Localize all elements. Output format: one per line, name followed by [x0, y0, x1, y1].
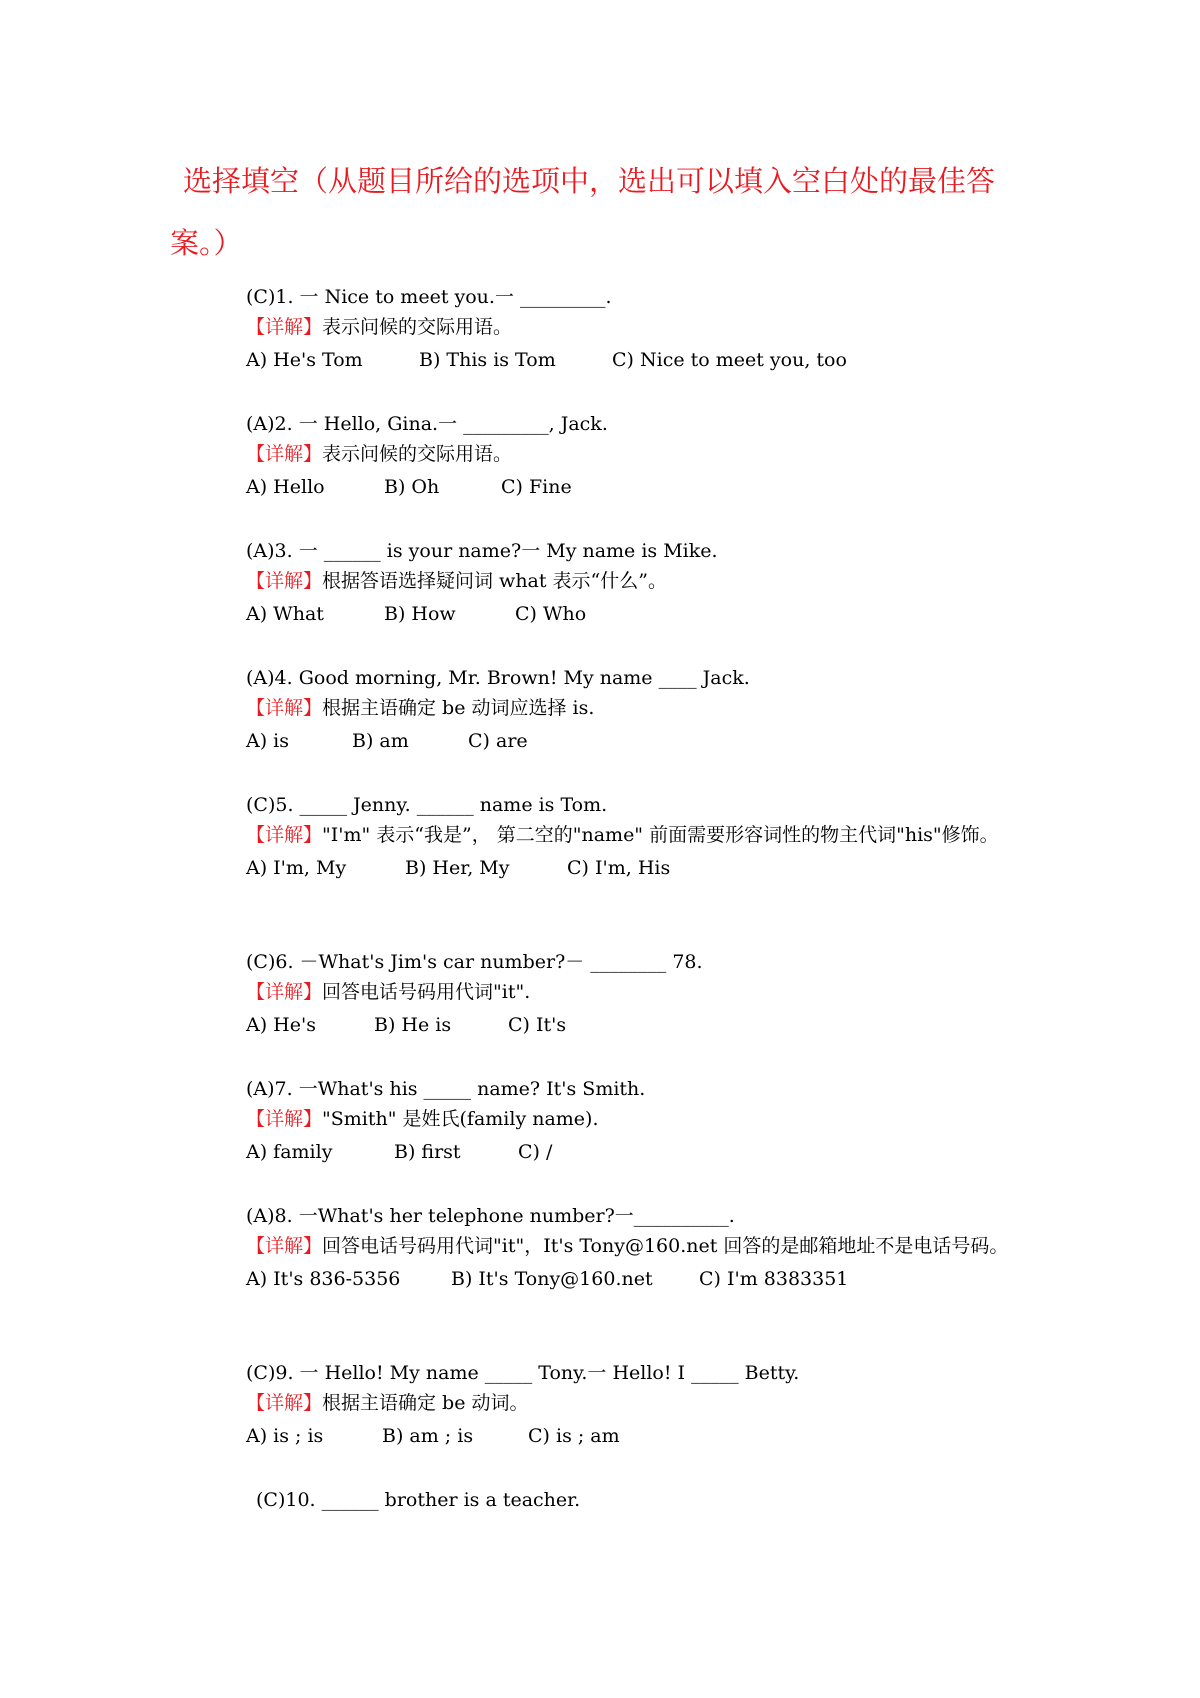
option-b: B) He is [374, 1014, 452, 1036]
explain-text: "Smith" 是姓氏(family name). [322, 1108, 599, 1130]
option-c: C) It's [508, 1014, 567, 1036]
option-a: A) He's Tom [246, 349, 363, 371]
option-a: A) It's 836-5356 [246, 1268, 401, 1290]
question-7 [183, 1074, 1023, 1167]
option-b: B) am [352, 730, 409, 752]
question-stem: (C)10. ______ brother is a teacher. [256, 1489, 581, 1511]
question-explanation [183, 312, 1023, 342]
question-stem: (A)4. Good morning, Mr. Brown! My name ____ Jack. [246, 667, 750, 689]
explain-text: 表示问候的交际用语。 [322, 443, 513, 465]
option-b: B) How [384, 603, 456, 625]
question-explanation [183, 977, 1023, 1007]
question-6 [183, 947, 1023, 1040]
option-c: C) Nice to meet you, too [612, 349, 847, 371]
question-options [183, 599, 1023, 629]
option-b: B) It's Tony@160.net [451, 1268, 653, 1290]
explain-tag: 【详解】 [246, 981, 323, 1003]
question-stem: (A)7. 一What's his _____ name? It's Smith. [246, 1078, 646, 1100]
question-stem: (C)9. 一 Hello! My name _____ Tony.一 Hello! I _____ Betty. [246, 1362, 800, 1384]
option-c: C) I'm 8383351 [699, 1268, 849, 1290]
explain-text: 回答电话号码用代词"it"，It's Tony@160.net 回答的是邮箱地址不是电话号码。 [322, 1235, 1009, 1257]
option-c: C) Fine [501, 476, 572, 498]
question-1 [183, 282, 1023, 375]
option-c: C) is ; am [528, 1425, 620, 1447]
option-b: B) Oh [384, 476, 440, 498]
explain-text: "I'm" 表示“我是”， 第二空的"name" 前面需要形容词性的物主代词"his"修饰。 [322, 824, 999, 846]
explain-tag: 【详解】 [246, 1392, 323, 1414]
option-c: C) Who [515, 603, 587, 625]
question-explanation [183, 439, 1023, 469]
question-options [183, 726, 1023, 756]
question-explanation [183, 1231, 1023, 1261]
question-stem: (A)2. 一 Hello, Gina.一 _________, Jack. [246, 413, 608, 435]
explain-text: 表示问候的交际用语。 [322, 316, 513, 338]
option-a: A) He's [246, 1014, 316, 1036]
question-explanation [183, 1104, 1023, 1134]
question-4 [183, 663, 1023, 756]
question-stem: (C)5. _____ Jenny. ______ name is Tom. [246, 794, 608, 816]
explain-tag: 【详解】 [246, 1235, 323, 1257]
question-options [183, 1010, 1023, 1040]
question-options [183, 853, 1023, 883]
explain-tag: 【详解】 [246, 316, 323, 338]
explain-text: 根据主语确定 be 动词应选择 is. [322, 697, 595, 719]
explain-text: 回答电话号码用代词"it". [322, 981, 531, 1003]
question-options [183, 345, 1023, 375]
explain-tag: 【详解】 [246, 1108, 323, 1130]
option-a: A) I'm, My [246, 857, 347, 879]
option-a: A) family [246, 1141, 333, 1163]
option-b: B) Her, My [405, 857, 510, 879]
question-explanation [183, 820, 1023, 850]
option-c: C) I'm, His [567, 857, 671, 879]
question-3 [183, 536, 1023, 629]
option-a: A) is [246, 730, 290, 752]
question-options [183, 1137, 1023, 1167]
option-a: A) What [246, 603, 324, 625]
explain-text: 根据答语选择疑问词 what 表示“什么”。 [322, 570, 667, 592]
question-options [183, 472, 1023, 502]
question-explanation [183, 566, 1023, 596]
option-b: B) This is Tom [419, 349, 556, 371]
explain-tag: 【详解】 [246, 697, 323, 719]
option-b: B) am ; is [382, 1425, 474, 1447]
question-explanation [183, 693, 1023, 723]
question-10 [183, 1485, 1023, 1515]
question-explanation [183, 1388, 1023, 1418]
question-stem: (A)3. 一 ______ is your name?一 My name is Mike. [246, 540, 718, 562]
explain-text: 根据主语确定 be 动词。 [322, 1392, 529, 1414]
explain-tag: 【详解】 [246, 443, 323, 465]
question-stem: (A)8. 一What's her telephone number?一__________. [246, 1205, 735, 1227]
question-options [183, 1421, 1023, 1451]
question-2 [183, 409, 1023, 502]
question-8 [183, 1201, 1023, 1294]
section-title: 选择填空（从题目所给的选项中，选出可以填入空白处的最佳答案。） [170, 164, 996, 260]
option-a: A) Hello [246, 476, 325, 498]
explain-tag: 【详解】 [246, 570, 323, 592]
option-c: C) are [468, 730, 528, 752]
option-c: C) / [518, 1141, 553, 1163]
explain-tag: 【详解】 [246, 824, 323, 846]
question-stem: (C)1. 一 Nice to meet you.一 _________. [246, 286, 612, 308]
question-5 [183, 790, 1023, 883]
question-options [183, 1264, 1023, 1294]
question-stem: (C)6. －What's Jim's car number?－ ________ 78. [246, 951, 703, 973]
question-9 [183, 1358, 1023, 1451]
option-a: A) is ; is [246, 1425, 324, 1447]
option-b: B) first [394, 1141, 461, 1163]
